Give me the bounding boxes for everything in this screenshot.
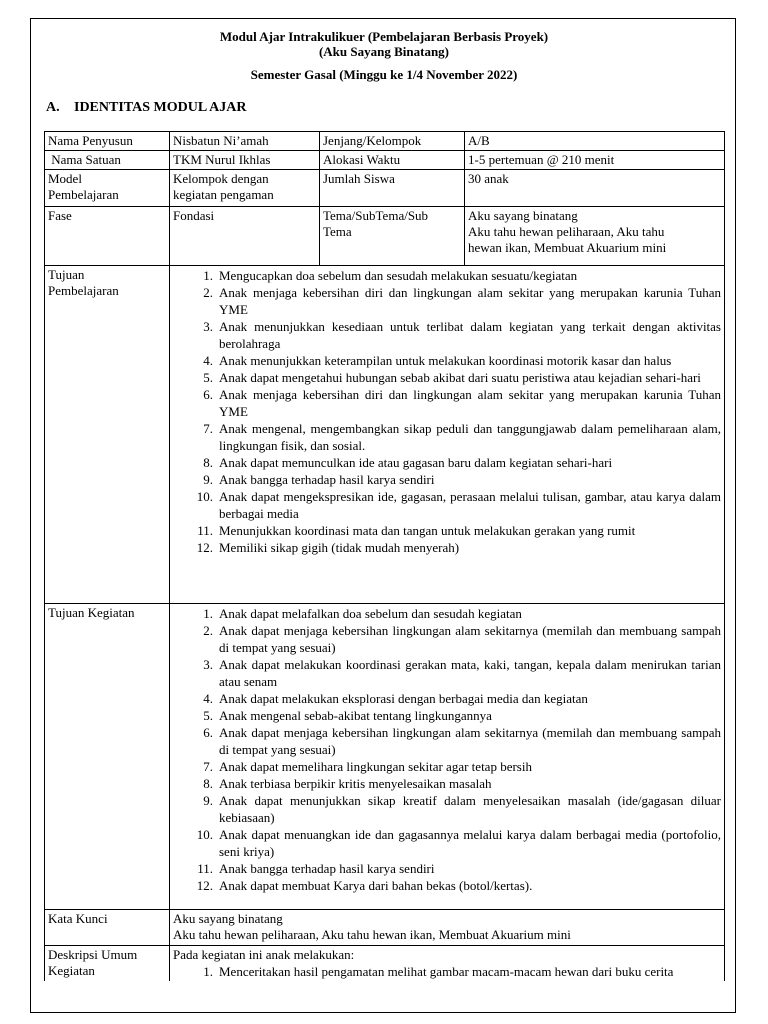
list-item xyxy=(173,656,721,690)
list-item-text: Anak dapat menjaga kebersihan lingkungan alam sekitarnya (memilah dan membuang sampah di tempat yang sesuai) xyxy=(219,725,721,757)
list-item-text: Anak mengenal, mengembangkan sikap peduli dan tanggungjawab dalam pemeliharaan alam, lingkungan fisik, dan sosial. xyxy=(219,421,721,453)
doc-subtitle: (Aku Sayang Binatang) xyxy=(318,44,450,59)
list-item-text: Anak menunjukkan keterampilan untuk melakukan koordinasi motorik kasar dan halus xyxy=(219,353,672,368)
list-item xyxy=(173,420,721,454)
table-row xyxy=(45,910,725,946)
list-item xyxy=(173,539,721,556)
list-item-number: 2. xyxy=(203,623,213,638)
list-item xyxy=(173,488,721,522)
list-item-number: 1. xyxy=(203,268,213,283)
list-item-number: 8. xyxy=(203,776,213,791)
list-item-number: 9. xyxy=(203,793,213,808)
list-item-text: Anak dapat mengetahui hubungan sebab akibat dari suatu peristiwa atau kejadian sehari-hari xyxy=(219,370,701,385)
table-row xyxy=(45,132,725,151)
cell-label: Tujuan Kegiatan xyxy=(45,604,170,910)
list-item-text: Anak dapat melafalkan doa sebelum dan sesudah kegiatan xyxy=(219,606,522,621)
list-item-text: Anak menunjukkan kesediaan untuk terlibat dalam kegiatan yang terkait dengan aktivitas berolahraga xyxy=(219,319,721,351)
list-item xyxy=(173,963,721,980)
list-item-text: Anak bangga terhadap hasil karya sendiri xyxy=(219,861,435,876)
cell-label: Tema/SubTema/Sub Tema xyxy=(320,207,465,266)
list-item-number: 1. xyxy=(203,964,213,979)
list-item-text: Anak dapat melakukan eksplorasi dengan berbagai media dan kegiatan xyxy=(219,691,588,706)
list-item-number: 5. xyxy=(203,370,213,385)
list-item-text: Anak dapat menjaga kebersihan lingkungan alam sekitarnya (memilah dan membuang sampah di tempat yang sesuai) xyxy=(219,623,721,655)
list-item-number: 1. xyxy=(203,606,213,621)
list-item-number: 9. xyxy=(203,472,213,487)
cell-value: Fondasi xyxy=(170,207,320,266)
cell-label: Deskripsi Umum Kegiatan xyxy=(45,946,170,982)
list-item xyxy=(173,369,721,386)
list-item xyxy=(173,605,721,622)
list-item xyxy=(173,454,721,471)
list-item-number: 11. xyxy=(197,523,213,538)
list-item-number: 4. xyxy=(203,691,213,706)
description-list xyxy=(173,963,721,980)
learning-goals-cell xyxy=(170,266,725,604)
list-item-number: 7. xyxy=(203,421,213,436)
cell-label: Jenjang/Kelompok xyxy=(320,132,465,151)
list-item-text: Anak dapat memelihara lingkungan sekitar agar tetap bersih xyxy=(219,759,532,774)
list-item-number: 12. xyxy=(196,878,213,893)
list-item-number: 3. xyxy=(203,657,213,672)
table-row xyxy=(45,604,725,910)
activity-goals-list xyxy=(173,605,721,894)
list-item-text: Anak dapat mengekspresikan ide, gagasan, perasaan melalui tulisan, gambar, atau karya dalam berbagai media xyxy=(219,489,721,521)
list-item xyxy=(173,386,721,420)
list-item xyxy=(173,471,721,488)
doc-title: Modul Ajar Intrakulikuer (Pembelajaran Berbasis Proyek) xyxy=(219,29,549,44)
list-item xyxy=(173,522,721,539)
list-item-number: 11. xyxy=(197,861,213,876)
list-item-number: 7. xyxy=(203,759,213,774)
list-item xyxy=(173,707,721,724)
cell-label: Kata Kunci xyxy=(45,910,170,946)
cell-value: A/B xyxy=(465,132,725,151)
list-item xyxy=(173,877,721,894)
list-item xyxy=(173,622,721,656)
list-item xyxy=(173,352,721,369)
list-item xyxy=(173,318,721,352)
list-item-number: 10. xyxy=(196,827,213,842)
list-item-number: 5. xyxy=(203,708,213,723)
table-row xyxy=(45,151,725,170)
list-item xyxy=(173,267,721,284)
list-item-text: Anak dapat membuat Karya dari bahan bekas (botol/kertas). xyxy=(219,878,533,893)
doc-semester: Semester Gasal (Minggu ke 1/4 November 2022) xyxy=(250,67,518,82)
list-item-text: Anak terbiasa berpikir kritis menyelesaikan masalah xyxy=(219,776,492,791)
cell-value: TKM Nurul Ikhlas xyxy=(170,151,320,170)
cell-value: Kelompok dengan kegiatan pengaman xyxy=(170,170,320,207)
list-item-text: Anak bangga terhadap hasil karya sendiri xyxy=(219,472,435,487)
table-row xyxy=(45,170,725,207)
list-item-text: Anak dapat memunculkan ide atau gagasan baru dalam kegiatan sehari-hari xyxy=(219,455,613,470)
activity-goals-cell xyxy=(170,604,725,910)
cell-label: Jumlah Siswa xyxy=(320,170,465,207)
list-item xyxy=(173,792,721,826)
list-item xyxy=(173,758,721,775)
list-item-text: Menceritakan hasil pengamatan melihat gambar macam-macam hewan dari buku cerita xyxy=(219,964,674,979)
list-item-text: Anak dapat menunjukkan sikap kreatif dalam menyelesaikan masalah (ide/gagasan diluar kebiasaan) xyxy=(219,793,721,825)
list-item xyxy=(173,724,721,758)
keywords-value: Aku sayang binatang Aku tahu hewan peliharaan, Aku tahu hewan ikan, Membuat Akuarium mini xyxy=(170,910,725,946)
list-item-text: Mengucapkan doa sebelum dan sesudah melakukan sesuatu/kegiatan xyxy=(219,268,578,283)
cell-value: Aku sayang binatang Aku tahu hewan peliharaan, Aku tahu hewan ikan, Membuat Akuarium mini xyxy=(465,207,725,266)
cell-label: Fase xyxy=(45,207,170,266)
learning-goals-list xyxy=(173,267,721,556)
description-cell xyxy=(170,946,725,982)
list-item xyxy=(173,826,721,860)
list-item-number: 12. xyxy=(196,540,213,555)
list-item-number: 6. xyxy=(203,387,213,402)
cell-label: Nama Penyusun xyxy=(45,132,170,151)
list-item-text: Anak dapat menuangkan ide dan gagasannya melalui karya dalam berbagai media (portofolio, seni kriya) xyxy=(219,827,721,859)
cell-label: Alokasi Waktu xyxy=(320,151,465,170)
list-item-number: 10. xyxy=(196,489,213,504)
description-intro: Pada kegiatan ini anak melakukan: xyxy=(173,947,355,962)
identity-table xyxy=(44,131,725,981)
list-item-number: 2. xyxy=(203,285,213,300)
list-item-number: 6. xyxy=(203,725,213,740)
list-item-text: Anak mengenal sebab-akibat tentang lingkungannya xyxy=(219,708,492,723)
list-item-text: Memiliki sikap gigih (tidak mudah menyerah) xyxy=(219,540,460,555)
cell-label: Nama Satuan xyxy=(45,151,170,170)
cell-value: 30 anak xyxy=(465,170,725,207)
list-item-text: Menunjukkan koordinasi mata dan tangan untuk melakukan gerakan yang rumit xyxy=(219,523,636,538)
section-title: IDENTITAS MODUL AJAR xyxy=(74,100,247,115)
list-item xyxy=(173,775,721,792)
list-item-number: 4. xyxy=(203,353,213,368)
table-row xyxy=(45,207,725,266)
table-row xyxy=(45,266,725,604)
list-item-text: Anak menjaga kebersihan diri dan lingkungan alam sekitar yang merupakan karunia Tuhan YME xyxy=(219,387,721,419)
list-item-text: Anak menjaga kebersihan diri dan lingkungan alam sekitar yang merupakan karunia Tuhan YME xyxy=(219,285,721,317)
cell-value: Nisbatun Ni’amah xyxy=(170,132,320,151)
list-item xyxy=(173,860,721,877)
cell-value: 1-5 pertemuan @ 210 menit xyxy=(465,151,725,170)
list-item-number: 3. xyxy=(203,319,213,334)
list-item xyxy=(173,690,721,707)
list-item-number: 8. xyxy=(203,455,213,470)
section-number: A. xyxy=(46,100,60,115)
cell-label: Model Pembelajaran xyxy=(45,170,170,207)
cell-label: Tujuan Pembelajaran xyxy=(45,266,170,604)
section-heading xyxy=(46,100,246,116)
list-item xyxy=(173,284,721,318)
list-item-text: Anak dapat melakukan koordinasi gerakan mata, kaki, tangan, kepala dalam menirukan tarian atau senam xyxy=(219,657,721,689)
table-row xyxy=(45,946,725,982)
